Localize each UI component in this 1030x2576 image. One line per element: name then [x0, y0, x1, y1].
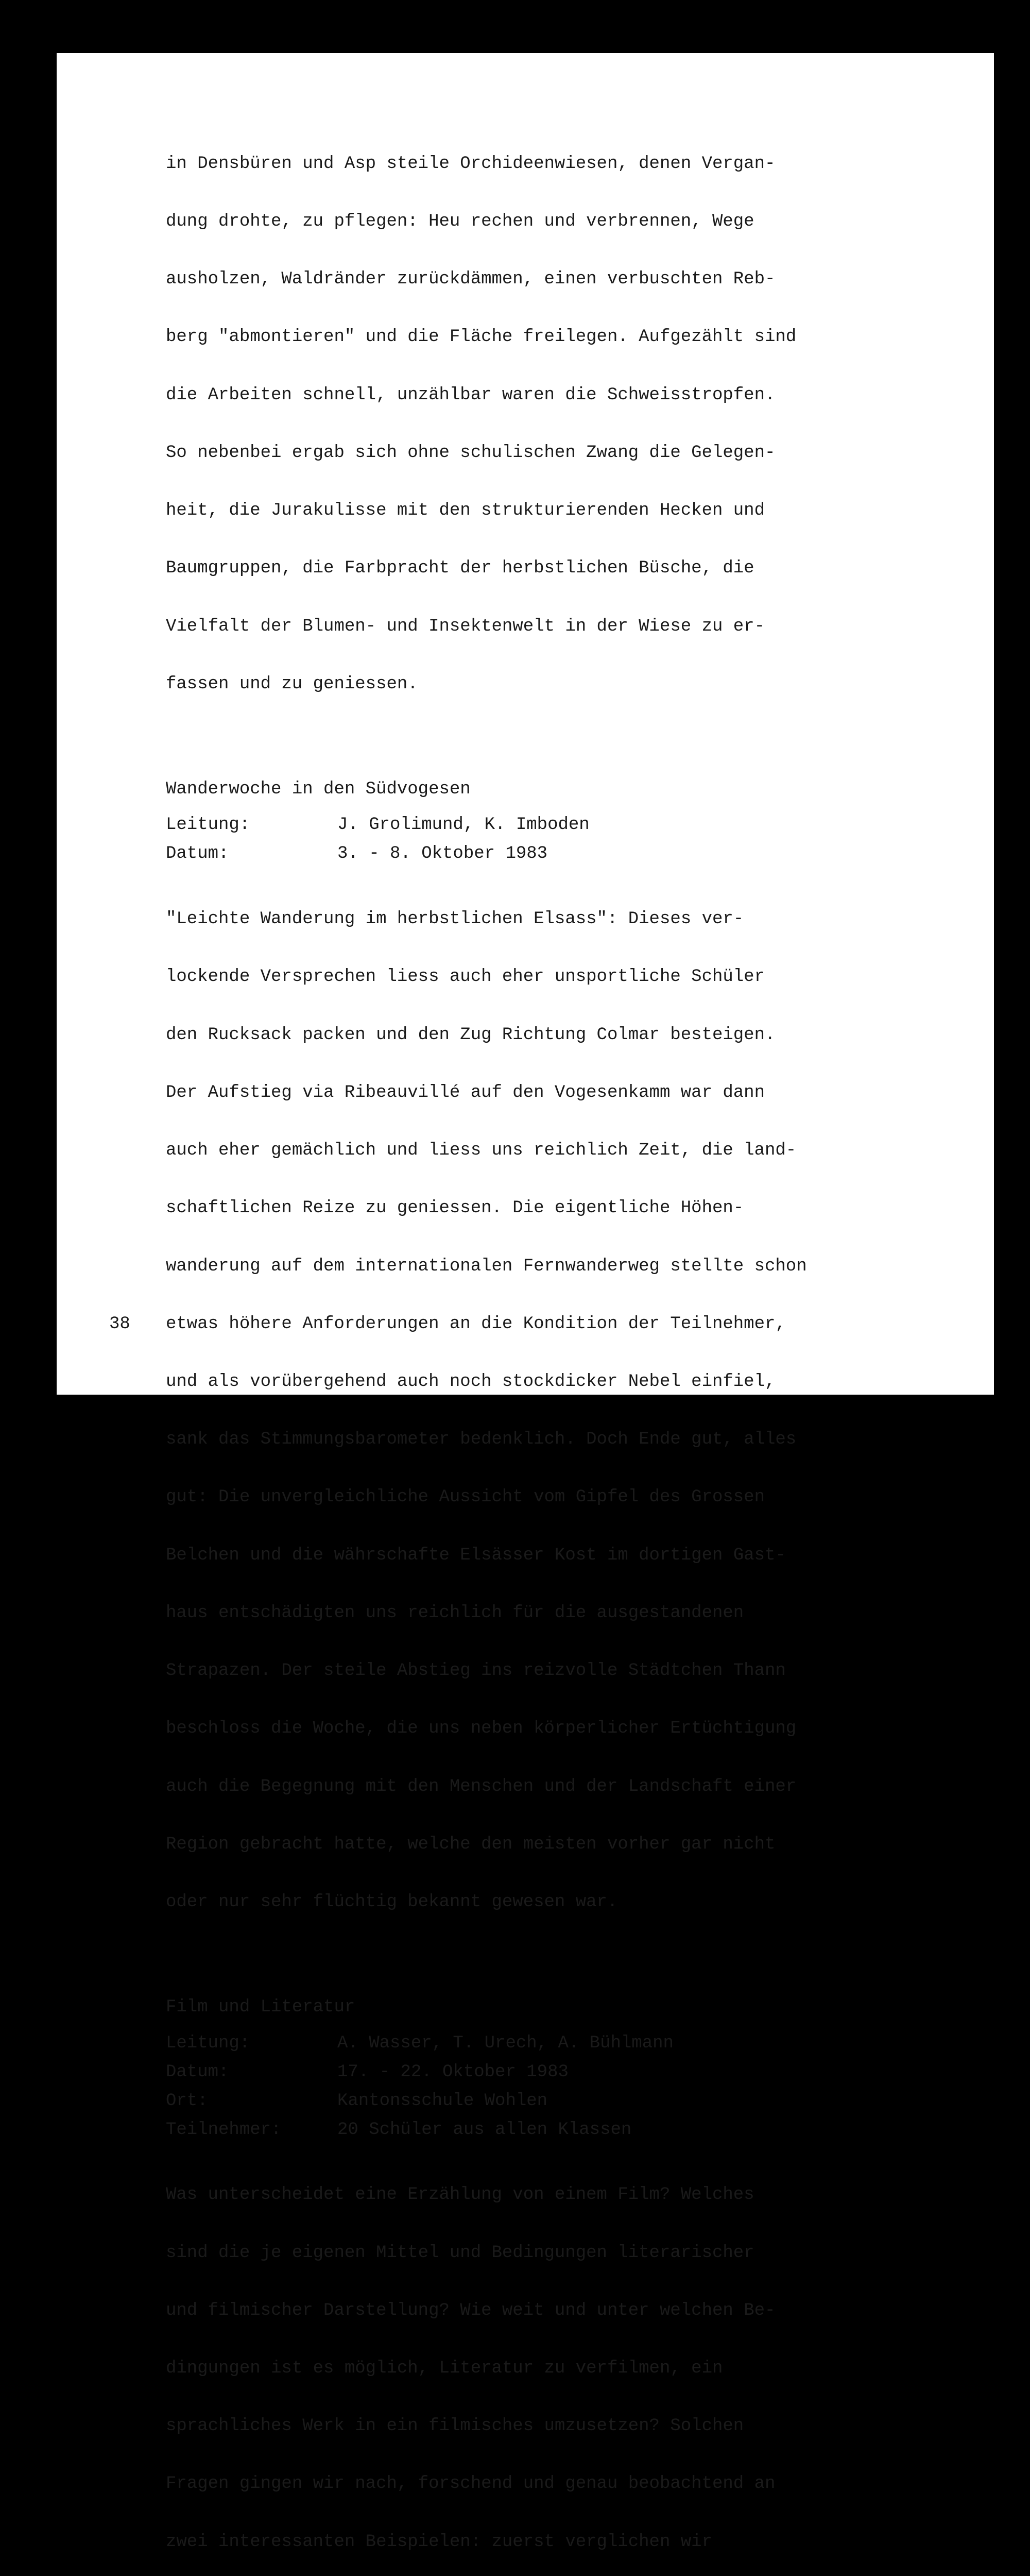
document-page — [57, 53, 994, 2552]
text-line: dingungen ist es möglich, Literatur zu verfilmen, ein — [166, 2359, 723, 2379]
text-line: ausholzen, Waldränder zurückdämmen, einen verbuschten Reb- — [166, 269, 776, 290]
text-line: lockende Versprechen liess auch eher unsportliche Schüler — [166, 967, 765, 987]
text-line: den Rucksack packen und den Zug Richtung Colmar besteigen. — [166, 1025, 776, 1045]
meta-row-leitung — [166, 810, 928, 839]
text-line: sprachliches Werk in ein filmisches umzusetzen? Solchen — [166, 2416, 744, 2436]
text-line: in Densbüren und Asp steile Orchideenwiesen, denen Vergan- — [166, 154, 776, 174]
section2-body — [166, 2147, 928, 2576]
meta-value: 20 Schüler aus allen Klassen — [337, 2120, 632, 2140]
intro-paragraph — [166, 116, 928, 733]
text-line: Was unterscheidet eine Erzählung von einem Film? Welches — [166, 2185, 754, 2205]
meta-label: Leitung: — [166, 2033, 250, 2053]
text-line: heit, die Jurakulisse mit den strukturierenden Hecken und — [166, 501, 765, 521]
text-line: haus entschädigten uns reichlich für die ausgestandenen — [166, 1603, 744, 1623]
page-content — [166, 116, 928, 2576]
text-line: etwas höhere Anforderungen an die Kondition der Teilnehmer, — [166, 1314, 786, 1334]
page-number: 38 — [109, 1314, 130, 1334]
meta-row-ort — [166, 2087, 928, 2115]
text-line: und als vorübergehend auch noch stockdicker Nebel einfiel, — [166, 1371, 776, 1392]
text-line: Vielfalt der Blumen- und Insektenwelt in der Wiese zu er- — [166, 616, 765, 636]
meta-value: Kantonsschule Wohlen — [337, 2091, 548, 2111]
text-line: sind die je eigenen Mittel und Bedingungen literarischer — [166, 2243, 754, 2263]
meta-label: Teilnehmer: — [166, 2120, 282, 2140]
meta-value: 17. - 22. Oktober 1983 — [337, 2062, 569, 2082]
text-line: dung drohte, zu pflegen: Heu rechen und verbrennen, Wege — [166, 212, 754, 232]
text-line: die Arbeiten schnell, unzählbar waren die Schweisstropfen. — [166, 385, 776, 405]
text-line: fassen und zu geniessen. — [166, 674, 418, 694]
text-line: oder nur sehr flüchtig bekannt gewesen war. — [166, 1892, 618, 1912]
section1-body — [166, 871, 928, 1951]
meta-row-teilnehmer — [166, 2115, 928, 2144]
meta-label: Leitung: — [166, 815, 250, 835]
text-line: auch eher gemächlich und liess uns reichlich Zeit, die land- — [166, 1141, 797, 1161]
text-line: wanderung auf dem internationalen Fernwanderweg stellte schon — [166, 1256, 807, 1276]
text-line: gut: Die unvergleichliche Aussicht vom Gipfel des Grossen — [166, 1487, 765, 1507]
meta-label: Datum: — [166, 844, 229, 864]
text-line: sank das Stimmungsbarometer bedenklich. Doch Ende gut, alles — [166, 1430, 797, 1450]
meta-label: Ort: — [166, 2091, 208, 2111]
meta-value: J. Grolimund, K. Imboden — [337, 815, 590, 835]
meta-label: Datum: — [166, 2062, 229, 2082]
text-line: zwei interessanten Beispielen: zuerst verglichen wir — [166, 2532, 712, 2552]
section-title-wanderwoche: Wanderwoche in den Südvogesen — [166, 779, 471, 799]
text-line: Fragen gingen wir nach, forschend und genau beobachtend an — [166, 2474, 776, 2494]
text-line: auch die Begegnung mit den Menschen und der Landschaft einer — [166, 1776, 797, 1797]
meta-row-datum — [166, 2058, 928, 2087]
meta-row-leitung — [166, 2029, 928, 2058]
text-line: Der Aufstieg via Ribeauvillé auf den Vogesenkamm war dann — [166, 1082, 765, 1103]
section-title-film-literatur: Film und Literatur — [166, 1997, 355, 2018]
meta-row-datum — [166, 839, 928, 868]
text-line: "Leichte Wanderung im herbstlichen Elsass": Dieses ver- — [166, 909, 744, 929]
text-line: Belchen und die währschafte Elsässer Kost im dortigen Gast- — [166, 1545, 786, 1565]
section1-meta — [166, 810, 928, 868]
text-line: und filmischer Darstellung? Wie weit und unter welchen Be- — [166, 2300, 776, 2320]
section2-meta — [166, 2029, 928, 2144]
text-line: Strapazen. Der steile Abstieg ins reizvolle Städtchen Thann — [166, 1661, 786, 1681]
text-line: Region gebracht hatte, welche den meisten vorher gar nicht — [166, 1834, 776, 1854]
text-line: So nebenbei ergab sich ohne schulischen Zwang die Gelegen- — [166, 443, 776, 463]
text-line: beschloss die Woche, die uns neben körperlicher Ertüchtigung — [166, 1719, 797, 1739]
meta-value: 3. - 8. Oktober 1983 — [337, 844, 548, 864]
text-line: berg "abmontieren" und die Fläche freilegen. Aufgezählt sind — [166, 327, 797, 347]
text-line: schaftlichen Reize zu geniessen. Die eigentliche Höhen- — [166, 1198, 744, 1218]
meta-value: A. Wasser, T. Urech, A. Bühlmann — [337, 2033, 674, 2053]
text-line: Baumgruppen, die Farbpracht der herbstlichen Büsche, die — [166, 558, 754, 579]
